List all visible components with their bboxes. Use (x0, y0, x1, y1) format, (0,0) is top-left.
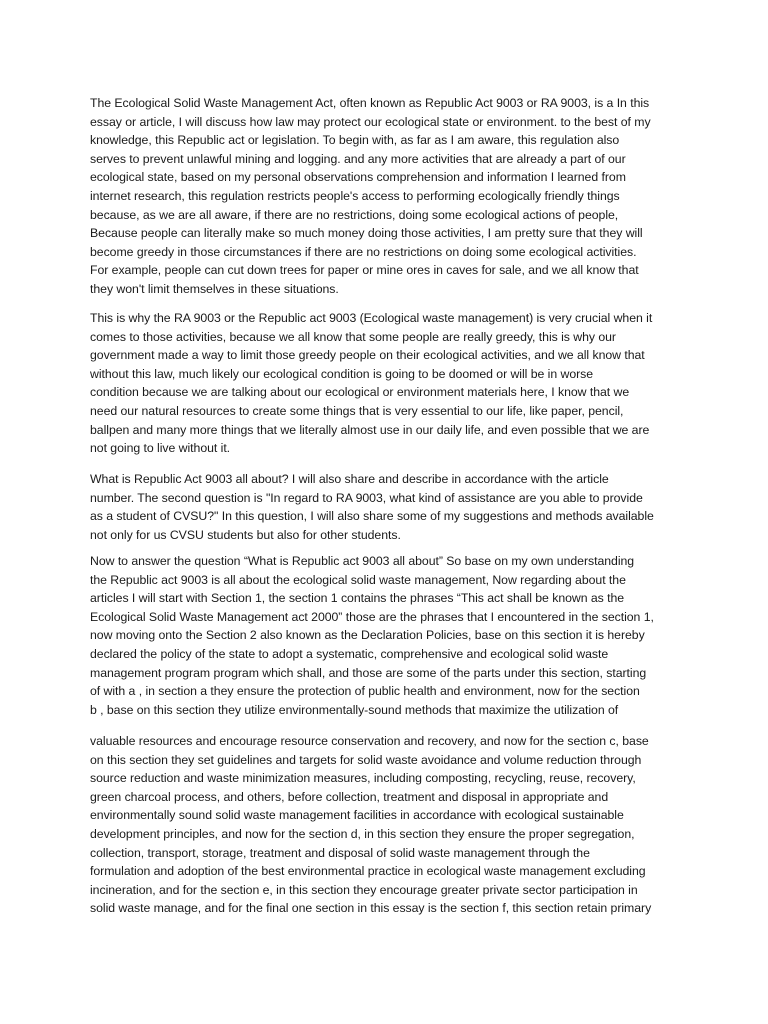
paragraph-questions: What is Republic Act 9003 all about? I will also share and describe in accordance with the article number. The second question is "In regard to RA 9003, what kind of assistance are you able to provide as a student of CVSU?" In this question, I will also share some of my suggestions and methods available not only for us CVSU students but also for other students. (90, 472, 654, 542)
paragraph-sections-overview: Now to answer the question “What is Republic act 9003 all about” So base on my own understanding the Republic act 9003 is all about the ecological solid waste management, Now regarding about the articles I will start with Section 1, the section 1 contains the phrases “This act shall be known as the Ecological Solid Waste Management act 2000” those are the phrases that I encountered in the section 1, now moving onto the Section 2 also known as the Declaration Policies, base on this section it is hereby declared the policy of the state to adopt a systematic, comprehensive and ecological solid waste management program program which shall, and those are some of the parts under this section, starting of with a , in section a they ensure the protection of public health and environment, now for the section b , base on this section they utilize environmentally-sound methods that maximize the utilization of (90, 554, 654, 717)
paragraph-importance: This is why the RA 9003 or the Republic act 9003 (Ecological waste management) is very crucial when it comes to those activities, because we all know that some people are really greedy, this is why our government made a way to limit those greedy people on their ecological activities, and we all know that without this law, much likely our ecological condition is going to be doomed or will be in worse condition because we are talking about our ecological or environment materials here, I know that we need our natural resources to create some things that is very essential to our life, like paper, pencil, ballpen and many more things that we literally almost use in our daily life, and even possible that we are not going to live without it. (90, 311, 653, 456)
paragraph-sections-detail: valuable resources and encourage resource conservation and recovery, and now for the section c, base on this section they set guidelines and targets for solid waste avoidance and volume reduction through source reduction and waste minimization measures, including composting, recycling, reuse, recovery, green charcoal process, and others, before collection, treatment and disposal in appropriate and environmentally sound solid waste management facilities in accordance with ecological sustainable development principles, and now for the section d, in this section they ensure the proper segregation, collection, transport, storage, treatment and disposal of solid waste management through the formulation and adoption of the best environmental practice in ecological waste management excluding incineration, and for the section e, in this section they encourage greater private sector participation in solid waste manage, and for the final one section in this essay is the section f, this section retain primary (90, 734, 652, 916)
paragraph-introduction: The Ecological Solid Waste Management Act, often known as Republic Act 9003 or RA 9003, is a In this essay or article, I will discuss how law may protect our ecological state or environment. to the best of my knowledge, this Republic act or legislation. To begin with, as far as I am aware, this regulation also serves to prevent unlawful mining and logging. and any more activities that are already a part of our ecological state, based on my personal observations comprehension and information I learned from internet research, this regulation restricts people's access to performing ecologically friendly things because, as we are all aware, if there are no restrictions, doing some ecological actions of people, Because people can literally make so much money doing those activities, I am pretty sure that they will become greedy in those circumstances if there are no restrictions on doing some ecological activities. For example, people can cut down trees for paper or mine ores in caves for sale, and we all know that they won't limit themselves in these situations. (90, 96, 651, 296)
